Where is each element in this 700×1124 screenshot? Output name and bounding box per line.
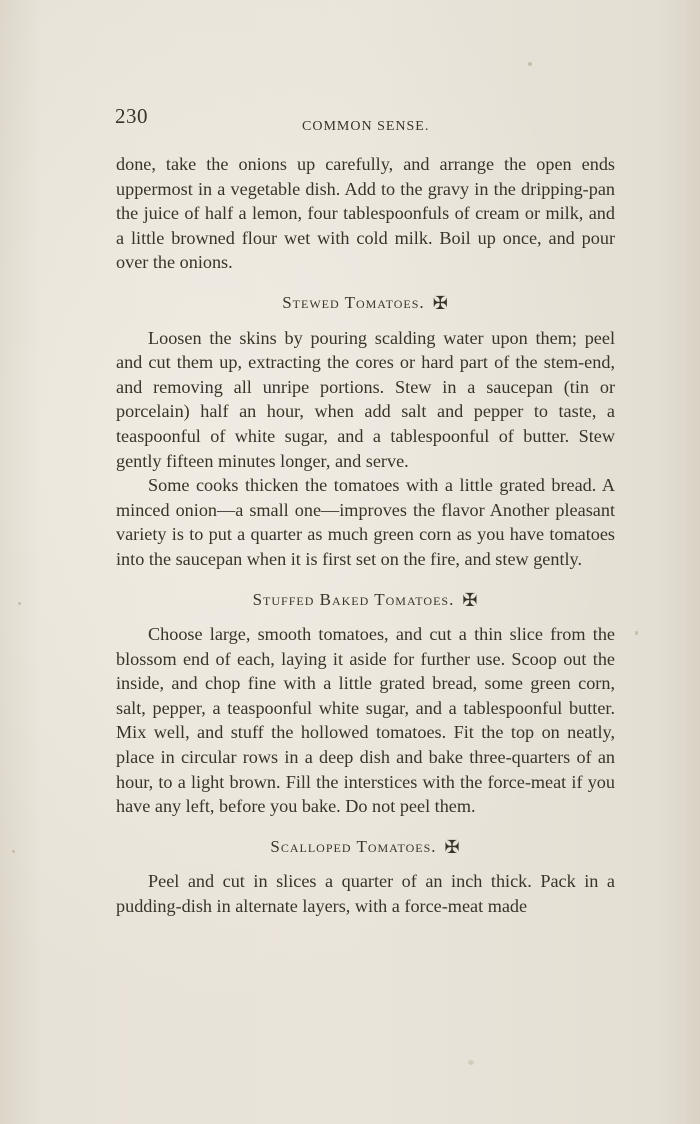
page-header bbox=[115, 104, 615, 134]
maltese-cross-icon: ✠ bbox=[462, 589, 479, 610]
recipe-paragraph: Some cooks thicken the tomatoes with a little grated bread. A minced onion—a small one—improves the flavor Another pleasant variety is to put a quarter as much green corn as you have tomatoes into the saucepan when it is first set on the fire, and stew gently. bbox=[116, 475, 615, 569]
recipe-paragraph: Loosen the skins by pouring scalding water upon them; peel and cut them up, extracting the cores or hard part of the stem-end, and removing all unripe portions. Stew in a saucepan (tin or porcelain) half an hour, when add salt and pepper to taste, a teaspoonful of white sugar, and a tablespoonful of butter. Stew gently fifteen minutes longer, and serve. bbox=[116, 327, 615, 471]
recipe-title-stuffed-baked-tomatoes bbox=[116, 588, 615, 613]
recipe-paragraph: Choose large, smooth tomatoes, and cut a thin slice from the blossom end of each, laying it aside for further use. Scoop out the inside, and chop fine with a little grated bread, some green corn, salt, pepper, a teaspoonful white sugar, and a tablespoonful butter. Mix well, and stuff the hollowed tomatoes. Fit the top on neatly, place in circular rows in a deep dish and bake three-quarters of an hour, to a light brown. Fill the interstices with the force-meat if you have any left, before you bake. Do not peel them. bbox=[116, 624, 615, 817]
recipe-paragraph: Peel and cut in slices a quarter of an inch thick. Pack in a pudding-dish in alternate layers, with a force-meat made bbox=[116, 871, 615, 917]
recipe-title-scalloped-tomatoes bbox=[116, 835, 615, 860]
page-number: 230 bbox=[115, 104, 148, 128]
intro-paragraph: done, take the onions up carefully, and arrange the open ends uppermost in a vegetable dish. Add to the gravy in the dripping-pan the juice of half a lemon, four tablespoonfuls of cream or milk, and a little browned flour wet with cold milk. Boil up once, and pour over the onions. bbox=[116, 154, 615, 273]
paper-speck bbox=[12, 850, 15, 853]
running-head: COMMON SENSE. bbox=[302, 119, 430, 134]
recipe-title-text: Stuffed Baked Tomatoes. bbox=[252, 589, 455, 609]
paper-speck bbox=[635, 631, 638, 635]
paper-speck bbox=[468, 1060, 474, 1065]
recipe-title-text: Scalloped Tomatoes. bbox=[270, 836, 437, 856]
recipe-title-text: Stewed Tomatoes. bbox=[282, 292, 425, 312]
page-content bbox=[116, 152, 615, 919]
paper-speck bbox=[528, 62, 532, 66]
maltese-cross-icon: ✠ bbox=[444, 836, 461, 857]
maltese-cross-icon: ✠ bbox=[432, 292, 449, 313]
recipe-title-stewed-tomatoes bbox=[116, 291, 615, 316]
paper-speck bbox=[18, 602, 21, 605]
